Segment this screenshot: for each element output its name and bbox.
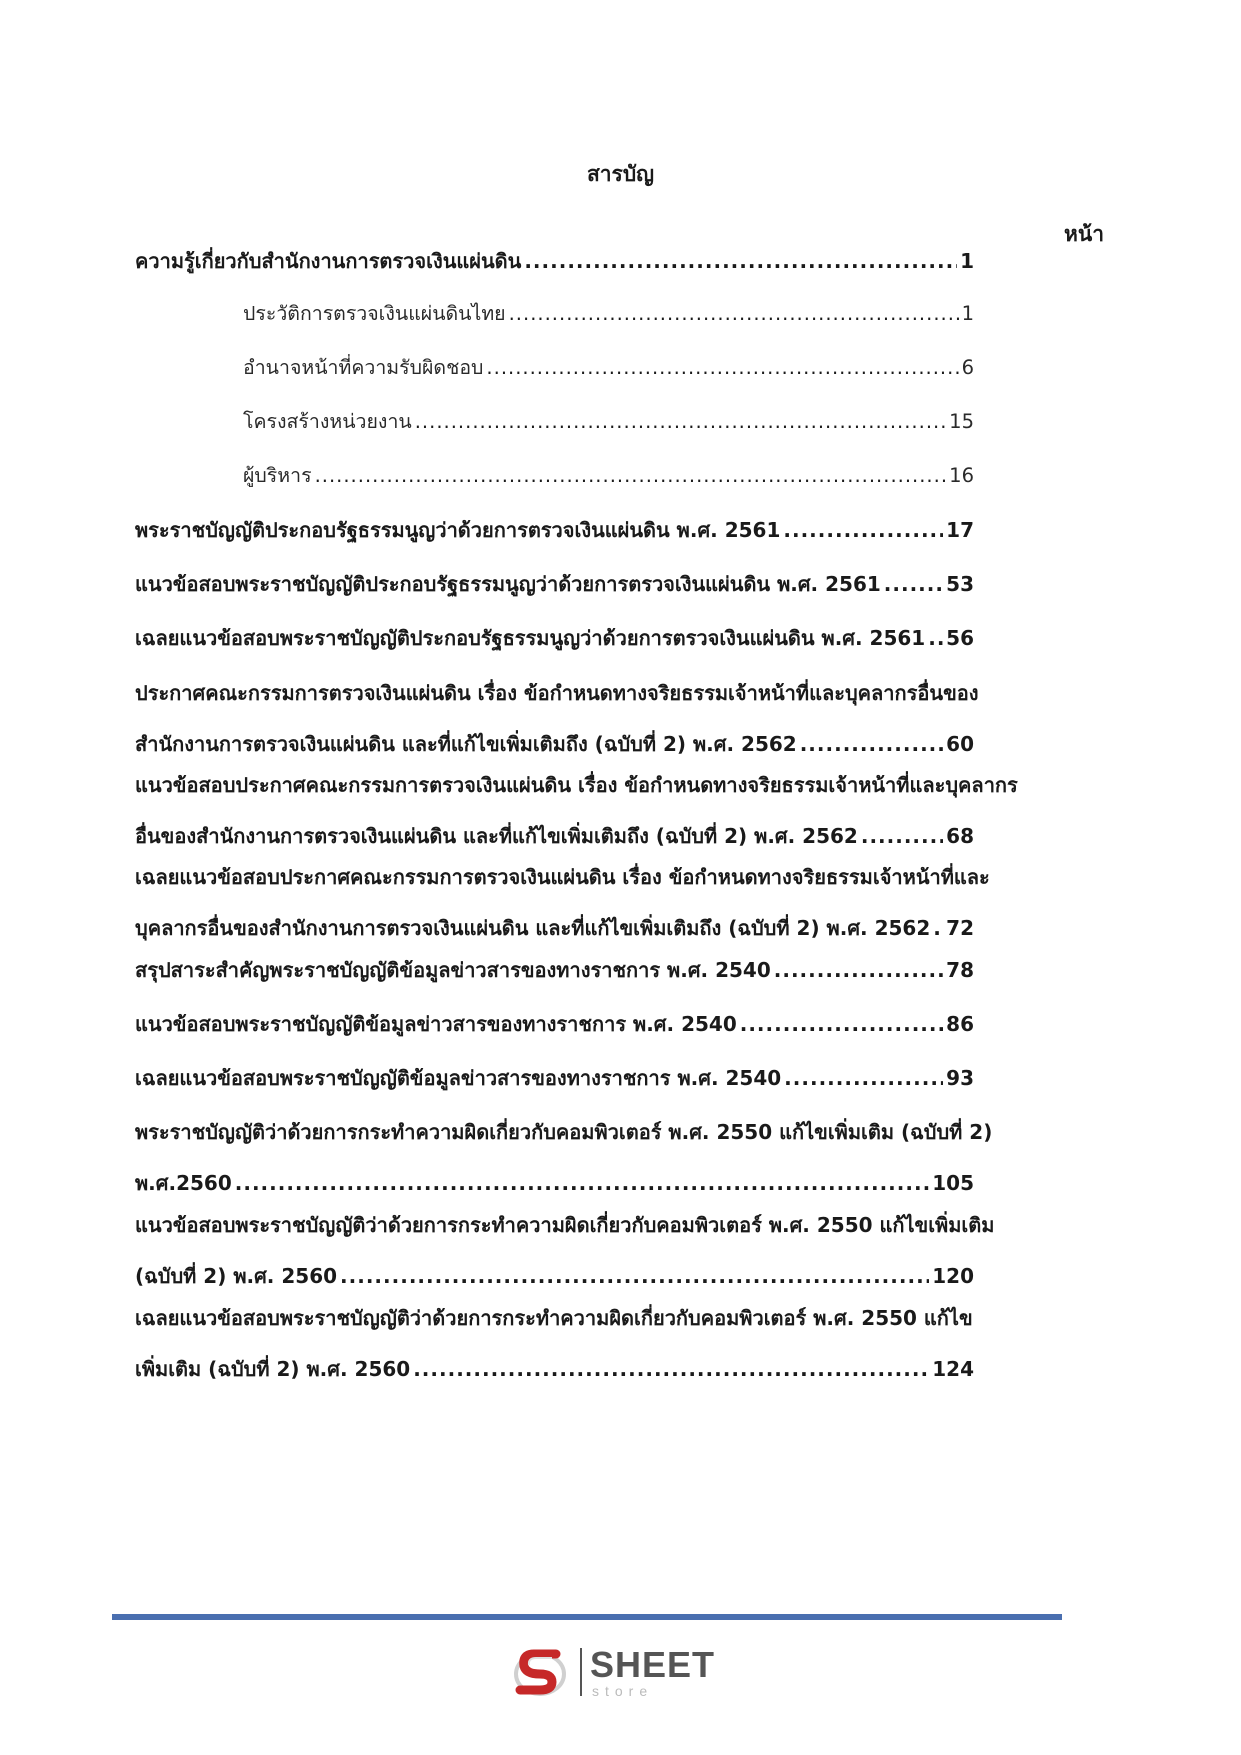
toc-entry[interactable] bbox=[135, 1119, 993, 1196]
toc-page-number: 60 bbox=[946, 732, 974, 756]
toc-entry-text: เฉลยแนวข้อสอบพระราชบัญญัติข้อมูลข่าวสารของทางราชการ พ.ศ. 2540 bbox=[135, 1066, 782, 1090]
dot-leader bbox=[413, 1356, 929, 1382]
dot-leader bbox=[933, 915, 943, 941]
dot-leader bbox=[784, 1065, 943, 1091]
toc-entry-text: บุคลากรอื่นของสำนักงานการตรวจเงินแผ่นดิน และที่แก้ไขเพิ่มเติมถึง (ฉบับที่ 2) พ.ศ. 2562 bbox=[135, 916, 931, 940]
dot-leader bbox=[415, 409, 946, 435]
toc-entry-text: แนวข้อสอบพระราชบัญญัติว่าด้วยการกระทำความผิดเกี่ยวกับคอมพิวเตอร์ พ.ศ. 2550 แก้ไขเพิ่มเติม bbox=[135, 1213, 995, 1237]
logo-sub: store bbox=[592, 1682, 654, 1699]
toc-title: สารบัญ bbox=[586, 162, 655, 186]
toc-entry[interactable] bbox=[135, 772, 1018, 849]
dot-leader bbox=[235, 1170, 930, 1196]
toc-page-number: 1 bbox=[961, 302, 974, 325]
toc-entry-text: ความรู้เกี่ยวกับสำนักงานการตรวจเงินแผ่นดิน bbox=[135, 249, 522, 273]
toc-entry-text: เฉลยแนวข้อสอบประกาศคณะกรรมการตรวจเงินแผ่นดิน เรื่อง ข้อกำหนดทางจริยธรรมเจ้าหน้าที่และ bbox=[135, 865, 990, 889]
toc-entry-text: พระราชบัญญัติประกอบรัฐธรรมนูญว่าด้วยการตรวจเงินแผ่นดิน พ.ศ. 2561 bbox=[135, 518, 781, 542]
toc-entry[interactable] bbox=[243, 301, 974, 327]
toc-page-number: 124 bbox=[932, 1357, 974, 1381]
toc-entry[interactable] bbox=[135, 1065, 974, 1091]
toc-entry-text: อื่นของสำนักงานการตรวจเงินแผ่นดิน และที่แก้ไขเพิ่มเติมถึง (ฉบับที่ 2) พ.ศ. 2562 bbox=[135, 824, 858, 848]
logo-divider bbox=[580, 1648, 582, 1696]
toc-entry[interactable] bbox=[135, 1011, 974, 1037]
dot-leader bbox=[928, 625, 943, 651]
toc-entry[interactable] bbox=[243, 355, 974, 381]
toc-entry[interactable] bbox=[135, 1305, 974, 1382]
toc-page-number: 16 bbox=[949, 464, 974, 487]
toc-entry[interactable] bbox=[135, 1212, 995, 1289]
sheet-store-logo-icon bbox=[512, 1644, 576, 1700]
toc-entry[interactable] bbox=[135, 571, 974, 597]
dot-leader bbox=[509, 301, 959, 327]
footer-rule bbox=[112, 1614, 1062, 1620]
toc-page-number: 72 bbox=[946, 916, 974, 940]
sheet-store-logo bbox=[512, 1644, 715, 1700]
page-column-heading: หน้า bbox=[1064, 222, 1104, 246]
dot-leader bbox=[774, 957, 943, 983]
toc-page-number: 1 bbox=[960, 249, 974, 273]
dot-leader bbox=[315, 463, 947, 489]
logo-text bbox=[590, 1643, 716, 1699]
toc-page-number: 56 bbox=[946, 626, 974, 650]
toc-entry-text: เฉลยแนวข้อสอบพระราชบัญญัติประกอบรัฐธรรมนูญว่าด้วยการตรวจเงินแผ่นดิน พ.ศ. 2561 bbox=[135, 626, 926, 650]
toc-entry[interactable] bbox=[243, 409, 974, 435]
toc-page-number: 68 bbox=[946, 824, 974, 848]
toc-page-number: 6 bbox=[961, 356, 974, 379]
toc-page-number: 53 bbox=[946, 572, 974, 596]
toc-page-number: 15 bbox=[949, 410, 974, 433]
dot-leader bbox=[884, 571, 943, 597]
toc-page-number: 86 bbox=[946, 1012, 974, 1036]
toc-entry-text: (ฉบับที่ 2) พ.ศ. 2560 bbox=[135, 1264, 338, 1288]
dot-leader bbox=[740, 1011, 943, 1037]
toc-entry[interactable] bbox=[135, 625, 974, 651]
toc-entry-text: โครงสร้างหน่วยงาน bbox=[243, 410, 412, 433]
toc-entry-text: ประวัติการตรวจเงินแผ่นดินไทย bbox=[243, 302, 506, 325]
toc-page-number: 78 bbox=[946, 958, 974, 982]
toc-entry[interactable] bbox=[135, 680, 979, 757]
toc-entry-text: พระราชบัญญัติว่าด้วยการกระทำความผิดเกี่ยวกับคอมพิวเตอร์ พ.ศ. 2550 แก้ไขเพิ่มเติม (ฉบับที่ 2) bbox=[135, 1120, 993, 1144]
toc-entry[interactable] bbox=[135, 517, 974, 543]
toc-entry[interactable] bbox=[135, 864, 990, 941]
toc-entry-text: ประกาศคณะกรรมการตรวจเงินแผ่นดิน เรื่อง ข้อกำหนดทางจริยธรรมเจ้าหน้าที่และบุคลากรอื่นของ bbox=[135, 681, 979, 705]
toc-entry-text: เพิ่มเติม (ฉบับที่ 2) พ.ศ. 2560 bbox=[135, 1357, 411, 1381]
toc-entry-text: แนวข้อสอบพระราชบัญญัติประกอบรัฐธรรมนูญว่าด้วยการตรวจเงินแผ่นดิน พ.ศ. 2561 bbox=[135, 572, 881, 596]
logo-word: SHEET bbox=[590, 1643, 716, 1685]
toc-page-number: 120 bbox=[932, 1264, 974, 1288]
toc-entry-text: พ.ศ.2560 bbox=[135, 1171, 232, 1195]
toc-page-number: 17 bbox=[946, 518, 974, 542]
dot-leader bbox=[340, 1263, 929, 1289]
toc-entry-text: ผู้บริหาร bbox=[243, 464, 312, 487]
toc-entry-text: สรุปสาระสำคัญพระราชบัญญัติข้อมูลข่าวสารของทางราชการ พ.ศ. 2540 bbox=[135, 958, 771, 982]
dot-leader bbox=[524, 248, 957, 274]
toc-entry[interactable] bbox=[135, 957, 974, 983]
toc-entry-text: แนวข้อสอบพระราชบัญญัติข้อมูลข่าวสารของทางราชการ พ.ศ. 2540 bbox=[135, 1012, 737, 1036]
toc-entry[interactable] bbox=[243, 463, 974, 489]
toc-page-number: 105 bbox=[932, 1171, 974, 1195]
toc-entry-text: แนวข้อสอบประกาศคณะกรรมการตรวจเงินแผ่นดิน เรื่อง ข้อกำหนดทางจริยธรรมเจ้าหน้าที่และบุคลากร bbox=[135, 773, 1018, 797]
toc-page-number: 93 bbox=[946, 1066, 974, 1090]
dot-leader bbox=[486, 355, 958, 381]
dot-leader bbox=[800, 731, 943, 757]
toc-entry-text: สำนักงานการตรวจเงินแผ่นดิน และที่แก้ไขเพิ่มเติมถึง (ฉบับที่ 2) พ.ศ. 2562 bbox=[135, 732, 797, 756]
toc-entry[interactable] bbox=[135, 248, 974, 274]
dot-leader bbox=[861, 823, 943, 849]
dot-leader bbox=[783, 517, 943, 543]
toc-entry-text: เฉลยแนวข้อสอบพระราชบัญญัติว่าด้วยการกระทำความผิดเกี่ยวกับคอมพิวเตอร์ พ.ศ. 2550 แก้ไข bbox=[135, 1306, 973, 1330]
toc-entry-text: อำนาจหน้าที่ความรับผิดชอบ bbox=[243, 356, 484, 379]
